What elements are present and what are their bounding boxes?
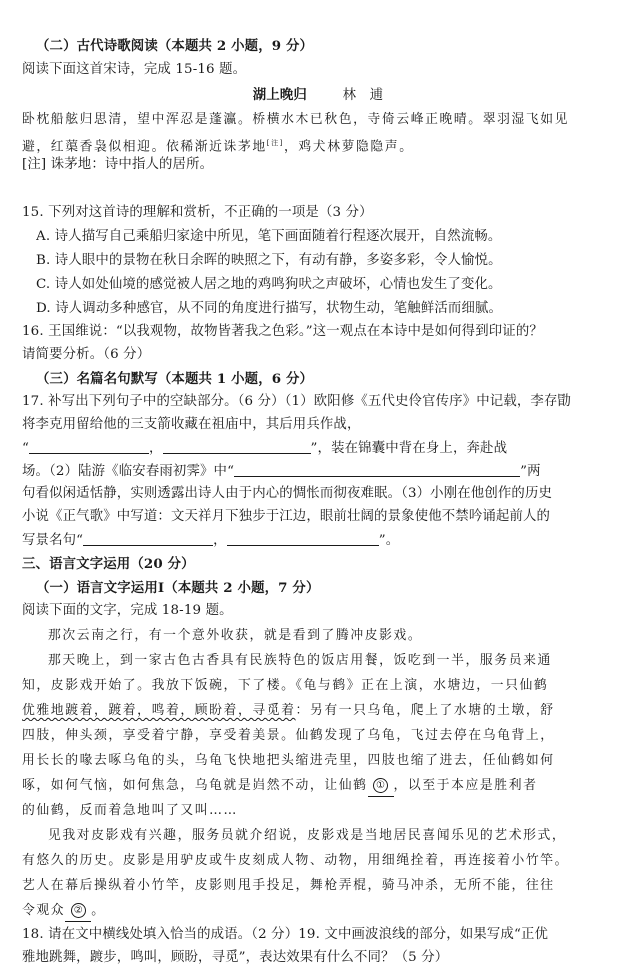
q17-line-7: 写景名句“ ， ”。 xyxy=(22,530,399,551)
passage-p2-line-7: 的仙鹤，反而着急地叫了又叫…… xyxy=(22,803,238,818)
q15-option-d: D. 诗人调动多种感官，从不同的角度进行描写，状物生动，笔触鲜活而细腻。 xyxy=(36,301,503,316)
passage-p2-line-6: 啄，如何气恼，如何焦急，乌龟就是岿然不动，让仙鹤 ① ，以至于本应是胜利者 xyxy=(22,776,538,797)
passage-p2-line-2: 知，皮影戏开始了。我放下饭碗，下了楼。《龟与鹤》正在上演，水塘边，一只仙鹤 xyxy=(22,678,549,693)
poem-note: [注] 诛茅地：诗中指人的居所。 xyxy=(22,157,214,172)
poem-line-1: 卧枕船舷归思清，望中浑忍是蓬瀛。桥横水木已秋色，寺倚云峰正晚晴。翠羽湿飞如见 xyxy=(22,112,570,127)
passage-blank-2[interactable]: ② xyxy=(65,901,91,922)
part3-heading: 三、语言文字运用（20 分） xyxy=(22,556,195,572)
poem-intro: 阅读下面这首宋诗，完成 15-16 题。 xyxy=(22,62,247,77)
passage-blank-1[interactable]: ① xyxy=(368,776,394,797)
q15-option-a: A. 诗人描写自己乘船归家途中所见，笔下画面随着行程逐次展开，自然流畅。 xyxy=(36,229,502,244)
answer-blank-3b[interactable] xyxy=(227,530,379,546)
passage-p1: 那次云南之行，有一个意外收获，就是看到了腾冲皮影戏。 xyxy=(48,628,423,643)
q17-line-1: 17. 补写出下列句子中的空缺部分。（6 分）（1）欧阳修《五代史伶官传序》中记载，李存勖 xyxy=(22,394,572,409)
passage-p2-line-1: 那天晚上，到一家古色古香具有民族特色的饭店用餐，饭吃到一半，服务员来通 xyxy=(48,653,552,668)
reading-intro: 阅读下面的文字，完成 18-19 题。 xyxy=(22,603,233,618)
note-mark: [注] xyxy=(266,139,285,147)
q18-19-line-2: 雅地跳舞，踱步，鸣叫，顾盼，寻觅”，表达效果有什么不同？（5 分） xyxy=(22,950,449,965)
poem-title: 湖上晚归 xyxy=(252,87,307,103)
passage-p3-line-3: 艺人在幕后操纵着小竹竿，皮影则甩手投足，舞枪弄棍，骑马冲杀，无所不能，往往 xyxy=(22,878,555,893)
q17-line-6: 小说《正气歌》中写道：文天祥月下独步于江边，眼前壮阔的景象使他不禁吟诵起前人的 xyxy=(22,509,551,524)
passage-p3-line-1: 见我对皮影戏有兴趣，服务员就介绍说，皮影戏是当地居民喜闻乐见的艺术形式， xyxy=(48,828,567,843)
q16-line-1: 16. 王国维说：“以我观物，故物皆著我之色彩。”这一观点在本诗中是如何得到印证的？ xyxy=(22,324,543,339)
section2-heading: （二）古代诗歌阅读（本题共 2 小题，9 分） xyxy=(36,38,314,54)
q17-line-4: 场。（2）陆游《临安春雨初霁》中“ ”两 xyxy=(22,461,541,482)
answer-blank-1b[interactable] xyxy=(163,438,311,454)
q17-line-3: “ ， ”，装在锦囊中背在身上，奔赴战 xyxy=(22,438,507,459)
answer-blank-2[interactable] xyxy=(234,461,520,477)
q15-stem: 15. 下列对这首诗的理解和赏析，不正确的一项是（3 分） xyxy=(22,205,373,220)
q16-line-2: 请简要分析。（6 分） xyxy=(22,347,151,362)
sub1-heading: （一）语言文字运用Ⅰ（本题共 2 小题，7 分） xyxy=(36,580,320,596)
passage-p2-line-3: 优雅地踱着，踱着，鸣着，顾盼着，寻觅着：另有一只乌龟，爬上了水塘的土墩，舒 xyxy=(22,703,555,718)
passage-p2-line-5: 用长长的喙去啄乌龟的头，乌龟飞快地把头缩进壳里，四肢也缩了进去，任仙鹤如何 xyxy=(22,753,555,768)
q15-option-c: C. 诗人如处仙境的感觉被人居之地的鸡鸣狗吠之声破坏，心情也发生了变化。 xyxy=(36,277,502,292)
q17-line-2: 将李克用留给他的三支箭收藏在祖庙中，其后用兵作战， xyxy=(22,417,361,432)
answer-blank-1a[interactable] xyxy=(29,438,149,454)
q18-19-line-1: 18. 请在文中横线处填入恰当的成语。（2 分）19. 文中画波浪线的部分，如果写成“正优 xyxy=(22,927,549,942)
section3-heading: （三）名篇名句默写（本题共 1 小题，6 分） xyxy=(36,371,314,387)
q15-option-b: B. 诗人眼中的景物在秋日余晖的映照之下，有动有静，多姿多彩，令人愉悦。 xyxy=(36,253,502,268)
poem-author: 林 逋 xyxy=(342,88,384,103)
poem-title-line xyxy=(0,85,636,106)
poem-line-2: 避，红蕖香袅似相迎。依稀渐近诛茅地[注]，鸡犬林萝隐隐声。 xyxy=(22,139,414,155)
q17-line-5: 句看似闲适恬静，实则透露出诗人由于内心的惆怅而彻夜难眠。（3）小刚在他创作的历史 xyxy=(22,486,553,501)
passage-p3-line-4: 令观众 ② 。 xyxy=(22,901,106,922)
passage-p2-line-4: 四肢，伸头颈，享受着宁静，享受着美景。仙鹤发现了乌龟，飞过去停在乌龟背上， xyxy=(22,728,555,743)
answer-blank-3a[interactable] xyxy=(83,530,213,546)
wavy-underlined-text: 优雅地踱着，踱着，鸣着，顾盼着，寻觅着 xyxy=(22,703,296,718)
passage-p3-line-2: 有悠久的历史。皮影是用驴皮或牛皮刻成人物、动物，用细绳拴着，再连接着小竹竿。 xyxy=(22,853,570,868)
